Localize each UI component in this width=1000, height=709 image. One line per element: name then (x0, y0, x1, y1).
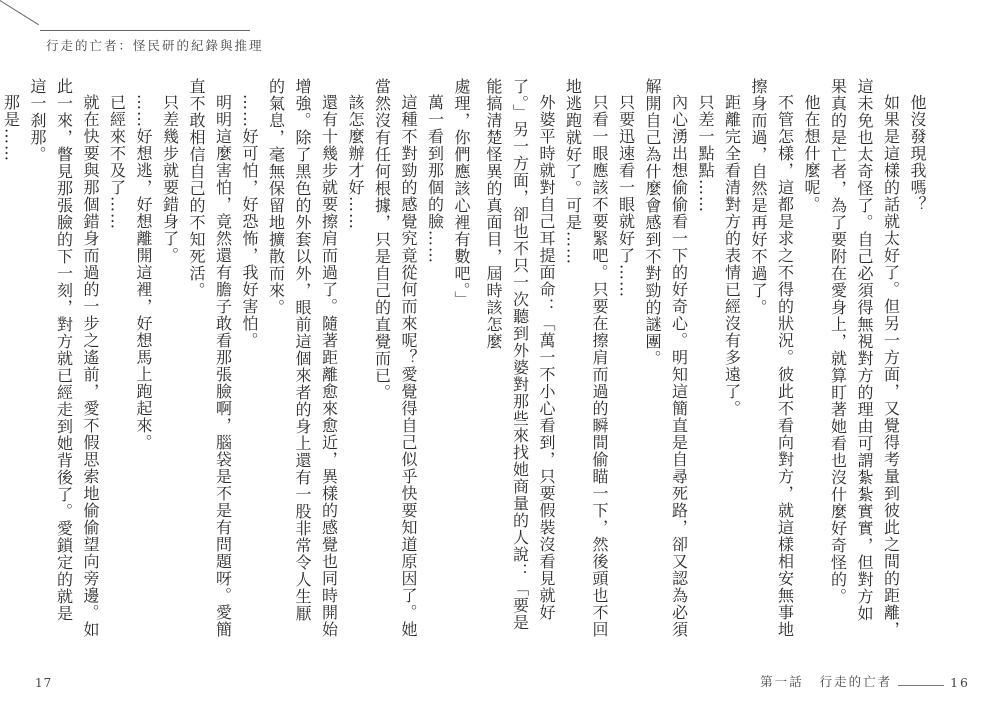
paragraph: 只差一點點…… (696, 94, 715, 213)
right-page (484, 0, 1000, 709)
paragraph: 已經來不及了…… (107, 94, 127, 230)
paragraph: 該怎麼辦才好…… (346, 94, 365, 230)
paragraph: 只要迅速看一眼就好了…… (616, 94, 636, 298)
paragraph: ……好想逃，好想離開這裡，好想馬上跑起來。 (134, 94, 153, 451)
paragraph: 就在快要與那個錯身而過的一步之遙前，愛不假思索地偷偷望向旁邊。如此一來，瞥見那張臉的下一刻，對方就已經走到她背後了。愛鎖定的就是這一刹那。 (28, 78, 100, 638)
paragraph: 還有十幾步就要擦肩而過了。隨著距離愈來愈近，異樣的感覺也同時開始增強。除了黑色的外套以外，眼前這個來者的身上還有一股非常令人生厭的氣息，毫無保留地擴散而來。 (266, 78, 339, 638)
paragraph: 內心湧出想偷偷看一下的好奇心。明知這簡直是自尋死路，卻又認為必須解開自己為什麼會感到不對勁的謎團。 (643, 78, 689, 638)
paragraph: 這種不對勁的感覺究竟從何而來呢？愛覺得自己似乎快要知道原因了。她當然沒有任何根據，只是自己的直覺而已。 (372, 78, 418, 638)
paragraph: ……好可怕，好恐怖，我好害怕。 (240, 94, 259, 349)
paragraph: 萬一看到那個的臉…… (425, 94, 445, 264)
paragraph: 那是…… (1, 94, 21, 162)
left-body-text (1, 78, 474, 638)
header-rule (40, 30, 250, 31)
footer-rule (898, 685, 944, 686)
chapter-footer (760, 672, 970, 690)
page-number: 17 (35, 676, 53, 690)
paragraph: 不管怎樣，這都是求之不得的狀況。彼此不看向對方，就這樣相安無事地擦身而過，自然是再好不過了。 (749, 78, 795, 638)
paragraph: 他沒發現我嗎？ (908, 94, 927, 213)
paragraph: 距離完全看清對方的表情已經沒有多遠了。 (722, 94, 742, 417)
paragraph: 只看一眼應該不要緊吧。只要在擦肩而過的瞬間偷瞄一下，然後頭也不回地逃跑就好了。可是…… (563, 78, 609, 638)
paragraph: 他在想什麼呢。 (802, 94, 821, 213)
chapter-title: 行走的亡者 (819, 674, 893, 689)
paragraph: 明明這麼害怕，竟然還有膽子敢看那張臉啊，腦袋是不是有問題呀。愛簡直不敢相信自己的不知死活。 (187, 78, 233, 638)
paragraph: 處理，你們應該心裡有數吧。」 (452, 78, 471, 308)
chapter-label: 第一話 (760, 674, 804, 689)
page-number: 16 (950, 675, 970, 690)
paragraph: 如果是這樣的話就太好了。但另一方面，又覺得考量到彼此之間的距離，這未免也太奇怪了。自己必須得無視對方的理由可謂紮紮實實，但對方如果真的是亡者，為了要附在愛身上，就算盯著她看也沒什麼好奇怪的。 (828, 78, 901, 638)
header-ornament (0, 0, 39, 25)
paragraph: 外婆平時就對自己耳提面命：「萬一不小心看到，只要假裝沒看見就好了。」另一方面，卻也不只一次聽到外婆對那些來找她商量的人說：「要是能搞清楚怪異的真面目，屆時該怎麼 (484, 78, 556, 631)
running-header: 行走的亡者：怪民研的紀錄與推理 (46, 38, 264, 53)
right-body-text (484, 78, 930, 638)
paragraph: 只差幾步就要錯身了。 (160, 94, 180, 264)
